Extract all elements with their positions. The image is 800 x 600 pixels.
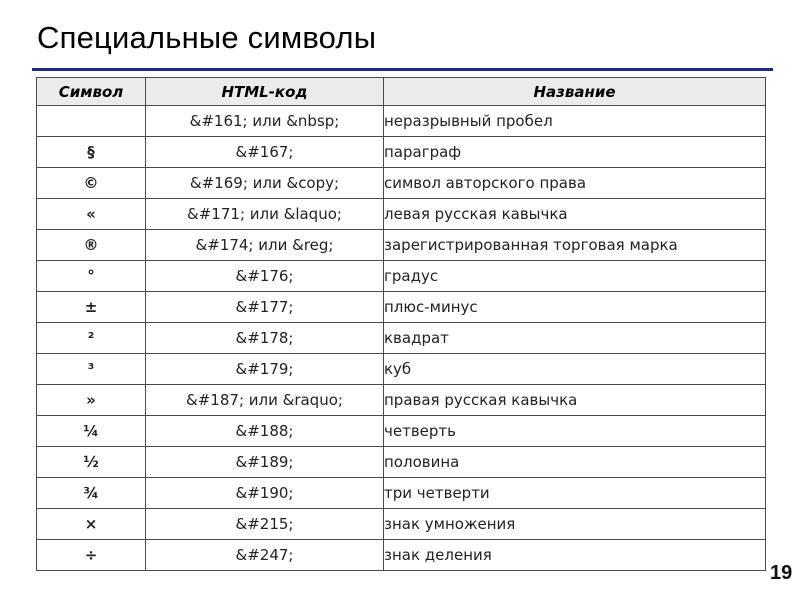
code-cell: &#178; xyxy=(146,323,384,354)
column-header-code: HTML-код xyxy=(146,78,384,106)
table-row xyxy=(37,323,766,354)
name-cell: зарегистрированная торговая марка xyxy=(384,230,766,261)
table-row xyxy=(37,385,766,416)
symbol-cell: ± xyxy=(37,292,146,323)
name-cell: знак умножения xyxy=(384,509,766,540)
symbol-cell: « xyxy=(37,199,146,230)
table-row xyxy=(37,261,766,292)
code-cell: &#167; xyxy=(146,137,384,168)
table-row xyxy=(37,106,766,137)
table-row xyxy=(37,199,766,230)
table-header-row xyxy=(37,78,766,106)
code-cell: &#171; или &laquo; xyxy=(146,199,384,230)
column-header-name: Название xyxy=(384,78,766,106)
table-row xyxy=(37,540,766,571)
symbol-cell: ¼ xyxy=(37,416,146,447)
table-row xyxy=(37,509,766,540)
name-cell: четверть xyxy=(384,416,766,447)
code-cell: &#176; xyxy=(146,261,384,292)
code-cell: &#174; или &reg; xyxy=(146,230,384,261)
name-cell: градус xyxy=(384,261,766,292)
symbol-cell: ½ xyxy=(37,447,146,478)
title-underline-divider xyxy=(32,68,773,71)
special-symbols-table xyxy=(36,77,766,571)
symbol-cell: × xyxy=(37,509,146,540)
code-cell: &#189; xyxy=(146,447,384,478)
code-cell: &#161; или &nbsp; xyxy=(146,106,384,137)
symbol-cell: ° xyxy=(37,261,146,292)
name-cell: квадрат xyxy=(384,323,766,354)
code-cell: &#179; xyxy=(146,354,384,385)
name-cell: куб xyxy=(384,354,766,385)
symbol-cell: ¾ xyxy=(37,478,146,509)
code-cell: &#187; или &raquo; xyxy=(146,385,384,416)
slide-title: Специальные символы xyxy=(37,20,377,55)
symbol-cell: © xyxy=(37,168,146,199)
name-cell: неразрывный пробел xyxy=(384,106,766,137)
symbol-cell: § xyxy=(37,137,146,168)
code-cell: &#190; xyxy=(146,478,384,509)
table-row xyxy=(37,478,766,509)
column-header-symbol: Символ xyxy=(37,78,146,106)
code-cell: &#177; xyxy=(146,292,384,323)
symbol-cell: ² xyxy=(37,323,146,354)
table-row xyxy=(37,447,766,478)
symbol-cell: ³ xyxy=(37,354,146,385)
code-cell: &#247; xyxy=(146,540,384,571)
table-row xyxy=(37,416,766,447)
table-row xyxy=(37,354,766,385)
code-cell: &#215; xyxy=(146,509,384,540)
name-cell: символ авторского права xyxy=(384,168,766,199)
symbol-cell: ® xyxy=(37,230,146,261)
name-cell: знак деления xyxy=(384,540,766,571)
table-row xyxy=(37,230,766,261)
code-cell: &#169; или &copy; xyxy=(146,168,384,199)
table-row xyxy=(37,137,766,168)
name-cell: половина xyxy=(384,447,766,478)
name-cell: плюс-минус xyxy=(384,292,766,323)
name-cell: параграф xyxy=(384,137,766,168)
symbol-cell: ÷ xyxy=(37,540,146,571)
name-cell: правая русская кавычка xyxy=(384,385,766,416)
table-row xyxy=(37,292,766,323)
name-cell: три четверти xyxy=(384,478,766,509)
symbol-cell: » xyxy=(37,385,146,416)
page-number: 19 xyxy=(770,562,793,584)
name-cell: левая русская кавычка xyxy=(384,199,766,230)
symbol-cell xyxy=(37,106,146,137)
table-row xyxy=(37,168,766,199)
code-cell: &#188; xyxy=(146,416,384,447)
